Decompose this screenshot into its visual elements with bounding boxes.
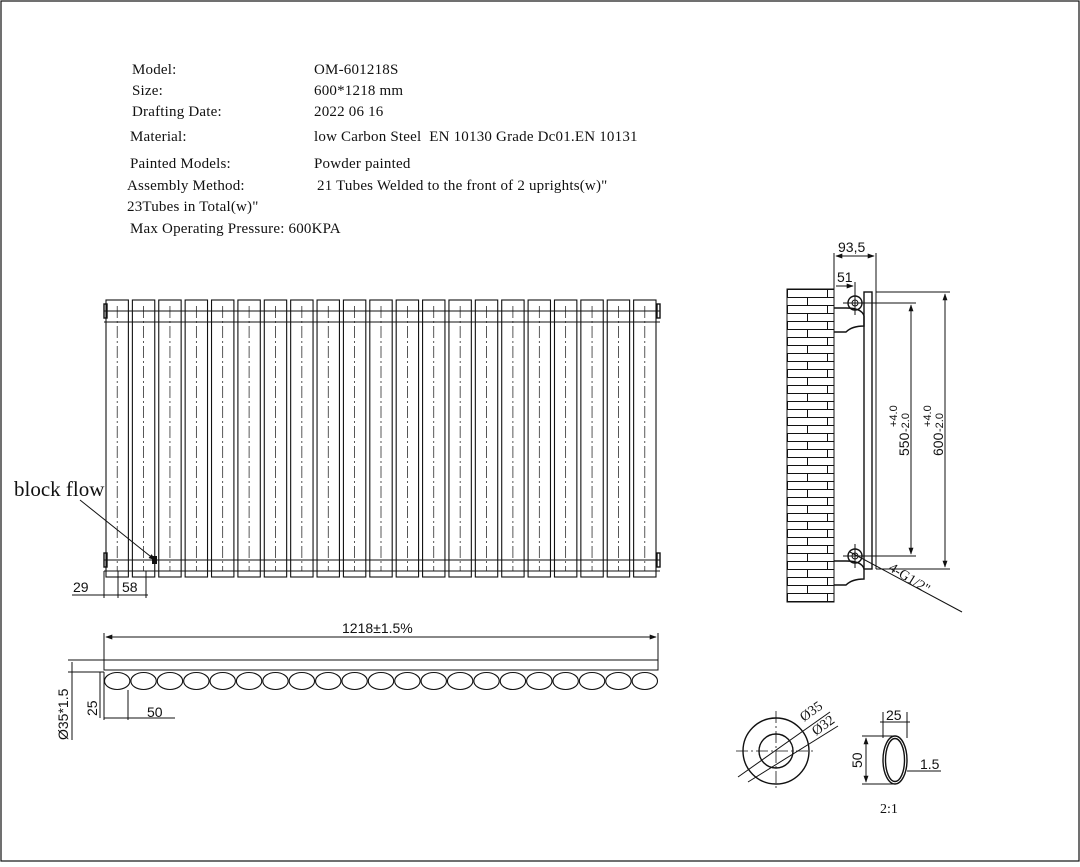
brick-wall (787, 289, 834, 602)
dim-centers-tol-plus: +4.0 (888, 405, 900, 427)
dim-wall-gap: 51 (837, 269, 853, 285)
dim-height-tol-plus: +4.0 (922, 405, 934, 427)
tube-section (184, 673, 209, 690)
tube-section (421, 673, 446, 690)
dim-top-depth: 25 (84, 700, 100, 716)
spec-max-pressure: Max Operating Pressure: 600KPA (130, 221, 341, 237)
tube-section (342, 673, 367, 690)
spec-assembly-label: Assembly Method: (127, 178, 245, 194)
tube-section (316, 673, 341, 690)
round-outer-diameter: Ø35 (797, 698, 826, 726)
oval-width: 25 (886, 707, 902, 723)
tube-section (157, 673, 182, 690)
spec-size-value: 600*1218 mm (314, 83, 404, 99)
detail-scale: 2:1 (880, 802, 898, 817)
spec-size-label: Size: (132, 83, 163, 99)
tube-section (263, 673, 288, 690)
block-flow-label: block flow (14, 477, 105, 501)
spec-material-value: low Carbon Steel EN 10130 Grade Dc01.EN 10131 (314, 129, 638, 145)
dim-overall-depth: 93,5 (838, 239, 866, 255)
tube-section (527, 673, 552, 690)
tube-section (210, 673, 235, 690)
tube-section (447, 673, 472, 690)
spec-model-value: OM-601218S (314, 62, 399, 78)
front-view (14, 300, 660, 598)
tube-section (368, 673, 393, 690)
connection-size-label: 4-G1/2" (885, 560, 933, 598)
tube-section (500, 673, 525, 690)
oval-tube-detail (849, 707, 941, 817)
spec-total-tubes: 23Tubes in Total(w)" (127, 199, 259, 215)
spec-date-label: Drafting Date: (132, 104, 222, 120)
round-tube-detail (736, 699, 838, 791)
dim-tube-diameter: Ø35*1.5 (55, 688, 71, 740)
tube-section (395, 673, 420, 690)
tube-section (236, 673, 261, 690)
dim-centers-tol-minus: -2.0 (900, 413, 912, 432)
tube-section (131, 673, 156, 690)
spec-assembly-value: 21 Tubes Welded to the front of 2 uprights(w)" (317, 178, 608, 194)
top-view (55, 620, 658, 740)
spec-paint-label: Painted Models: (130, 156, 231, 172)
dim-left-offset: 29 (73, 579, 89, 595)
tube-section (474, 673, 499, 690)
tube-section (579, 673, 604, 690)
dim-height-tol-minus: -2.0 (934, 413, 946, 432)
dim-tube-pitch: 58 (122, 579, 138, 595)
spec-date-value: 2022 06 16 (314, 104, 384, 120)
tube-section (289, 673, 314, 690)
dim-height: 600 (930, 432, 946, 456)
tube-section (632, 673, 657, 690)
tube-section (553, 673, 578, 690)
dim-overall-length: 1218±1.5% (342, 620, 413, 636)
dim-top-width: 50 (147, 704, 163, 720)
tube-section (606, 673, 631, 690)
round-inner-diameter: Ø32 (809, 712, 838, 740)
spec-paint-value: Powder painted (314, 156, 411, 172)
side-view (787, 239, 962, 612)
spec-model-label: Model: (132, 62, 177, 78)
oval-wall: 1.5 (920, 756, 940, 772)
spec-material-label: Material: (130, 129, 187, 145)
oval-height: 50 (849, 752, 865, 768)
dim-centers: 550 (896, 432, 912, 456)
tube-section (105, 673, 130, 690)
